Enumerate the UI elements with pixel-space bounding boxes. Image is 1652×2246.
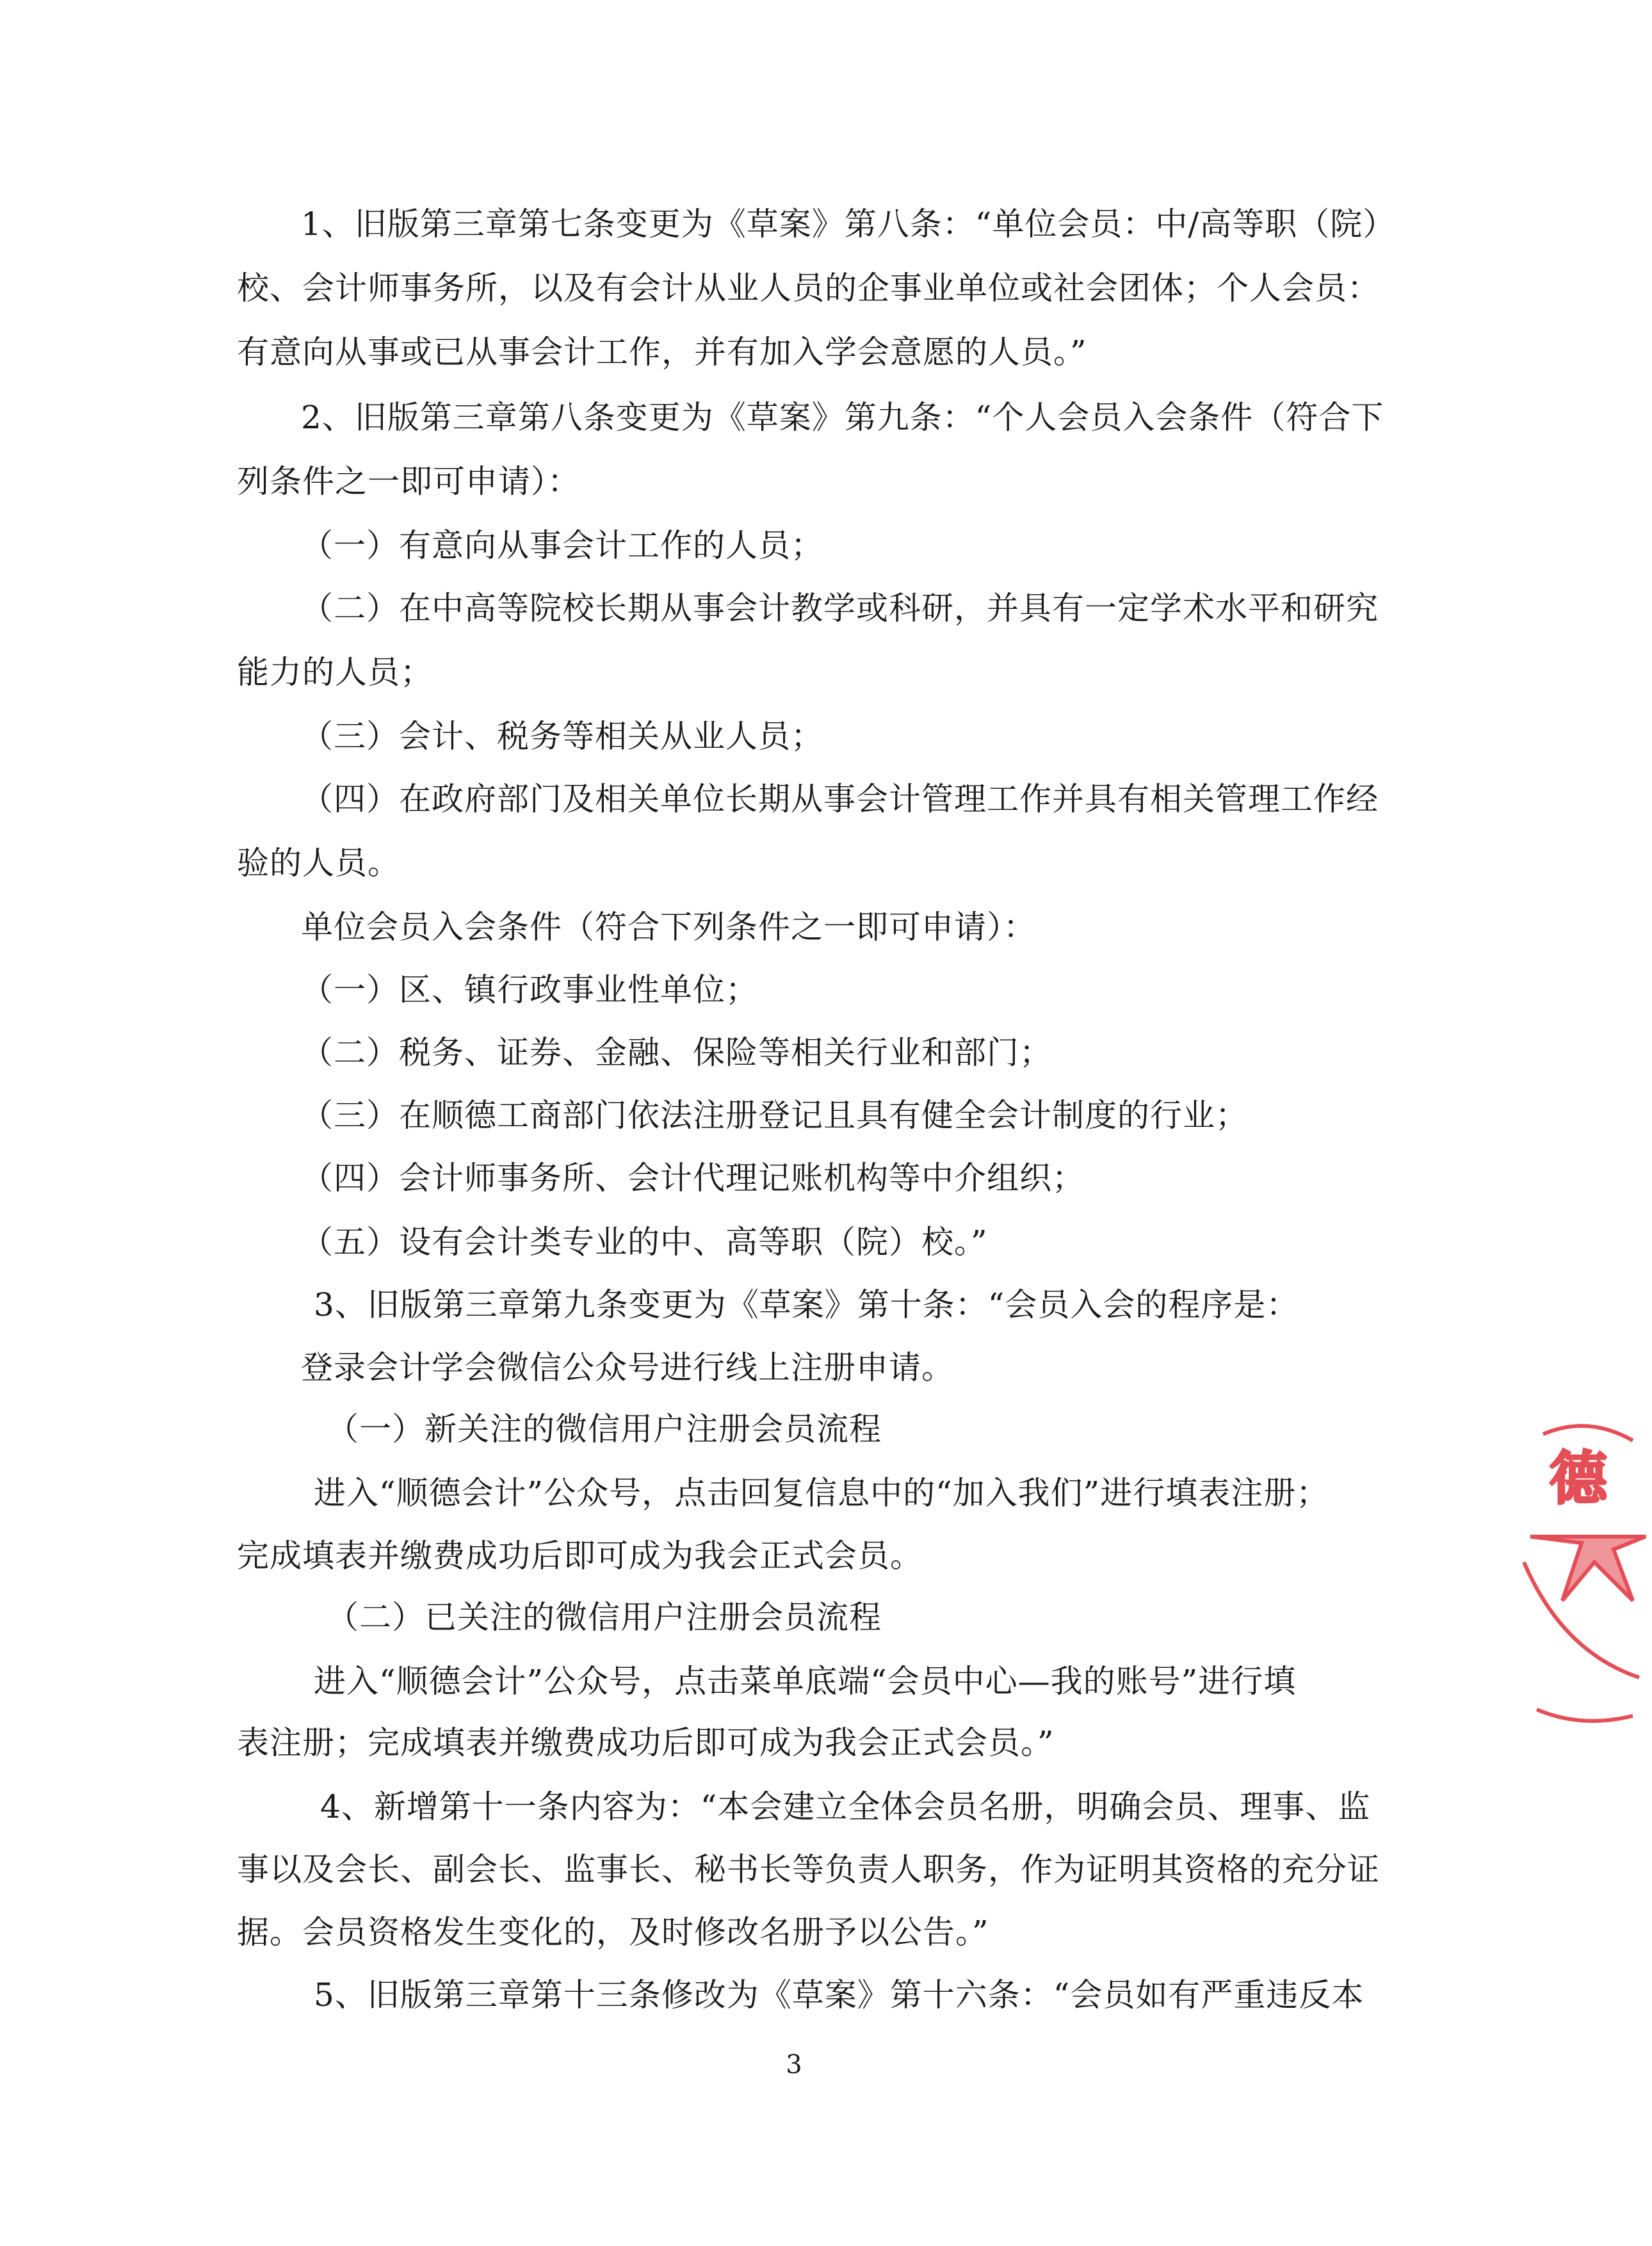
text-line: 进入“顺德会计”公众号，点击菜单底端“会员中心—我的账号”进行填 — [314, 1663, 1297, 1700]
text-line: （一）新关注的微信用户注册会员流程 — [327, 1410, 882, 1448]
text-line: （三）会计、税务等相关从业人员； — [301, 718, 823, 755]
text-line: （一）区、镇行政事业性单位； — [301, 971, 758, 1008]
text-line: 完成填表并缴费成功后即可成为我会正式会员。 — [237, 1537, 923, 1574]
text-line: 4、新增第十一条内容为：“本会建立全体会员名册，明确会员、理事、监 — [320, 1788, 1371, 1825]
seal-character: 德 — [1550, 1448, 1607, 1511]
text-line: 2、旧版第三章第八条变更为《草案》第九条：“个人会员入会条件（符合下 — [301, 399, 1384, 436]
seal-star — [1530, 1537, 1646, 1601]
text-line: （五）设有会计类专业的中、高等职（院）校。” — [301, 1224, 988, 1261]
page-number: 3 — [786, 2050, 802, 2080]
red-seal-stamp — [1524, 1409, 1652, 1741]
text-line: 事以及会长、副会长、监事长、秘书长等负责人职务，作为证明其资格的充分证 — [237, 1851, 1380, 1888]
text-line: 表注册；完成填表并缴费成功后即可成为我会正式会员。” — [237, 1724, 1055, 1761]
text-line: （四）在政府部门及相关单位长期从事会计管理工作并具有相关管理工作经 — [301, 780, 1379, 818]
seal-ring-arc — [1543, 1426, 1633, 1441]
text-line: （三）在顺德工商部门依法注册登记且具有健全会计制度的行业； — [301, 1097, 1248, 1134]
text-line: 单位会员入会条件（符合下列条件之一即可申请）： — [301, 909, 1036, 946]
text-line: （一）有意向从事会计工作的人员； — [301, 527, 823, 564]
text-line: 登录会计学会微信公众号进行线上注册申请。 — [301, 1349, 954, 1386]
text-line: 有意向从事或已从事会计工作，并有加入学会意愿的人员。” — [237, 334, 1087, 371]
seal-ring-arc-bottom — [1537, 1709, 1633, 1721]
text-line: 5、旧版第三章第十三条修改为《草案》第十六条：“会员如有严重违反本 — [314, 1976, 1365, 2014]
text-line: （二）税务、证券、金融、保险等相关行业和部门； — [301, 1034, 1052, 1071]
text-line: 列条件之一即可申请）： — [237, 463, 580, 500]
text-line: 3、旧版第三章第九条变更为《草案》第十条：“会员入会的程序是： — [314, 1286, 1299, 1323]
text-line: （二）已关注的微信用户注册会员流程 — [327, 1599, 882, 1636]
text-line: 进入“顺德会计”公众号，点击回复信息中的“加入我们”进行填表注册； — [314, 1474, 1329, 1512]
text-line: （四）会计师事务所、会计代理记账机构等中介组织； — [301, 1159, 1085, 1197]
text-line: （二）在中高等院校长期从事会计教学或科研，并具有一定学术水平和研究 — [301, 590, 1379, 627]
text-line: 校、会计师事务所，以及有会计从业人员的企事业单位或社会团体；个人会员： — [237, 270, 1380, 307]
text-line: 验的人员。 — [237, 844, 400, 882]
text-line: 据。会员资格发生变化的，及时修改名册予以公告。” — [237, 1914, 989, 1951]
text-line: 能力的人员； — [237, 654, 433, 691]
text-line: 1、旧版第三章第七条变更为《草案》第八条：“单位会员：中/高等职（院） — [301, 206, 1396, 243]
